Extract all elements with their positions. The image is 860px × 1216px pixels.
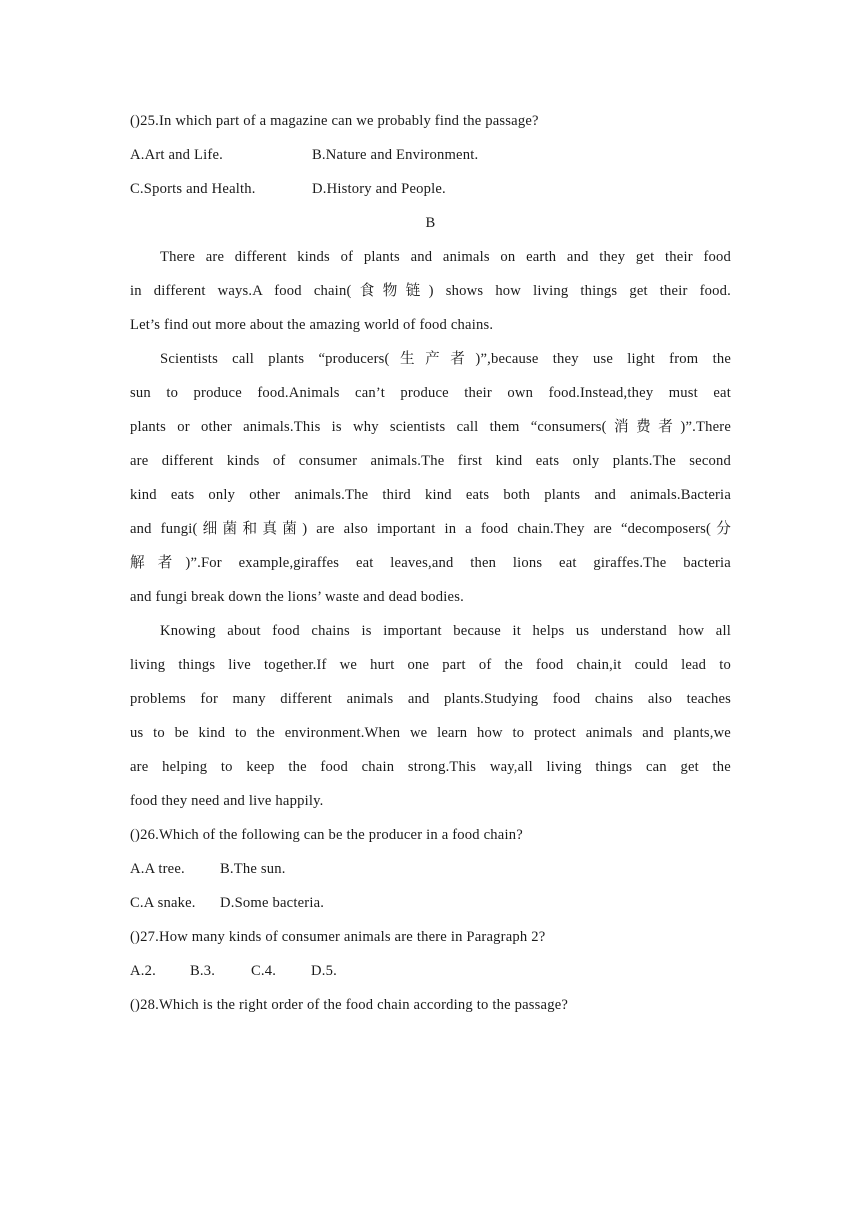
passage-line: and fungi break down the lions’ waste and dead bodies. bbox=[130, 589, 464, 605]
question-27-option-a: A.2. bbox=[130, 963, 156, 979]
question-26-option-a: A.A tree. bbox=[130, 861, 185, 877]
question-27-options-row bbox=[130, 954, 731, 988]
question-27-stem: ()27.How many kinds of consumer animals are there in Paragraph 2? bbox=[130, 929, 546, 945]
passage-line: us to be kind to the environment.When we learn how to protect animals and plants,we bbox=[130, 725, 731, 741]
question-26-option-d: D.Some bacteria. bbox=[220, 895, 325, 911]
question-25-options-row-1 bbox=[130, 138, 731, 172]
passage-line: and fungi(细菌和真菌) are also important in a food chain.They are “decomposers(分 bbox=[130, 521, 731, 537]
passage-paragraph-3 bbox=[130, 614, 731, 818]
question-26-option-c: C.A snake. bbox=[130, 895, 196, 911]
passage-line: plants or other animals.This is why scientists call them “consumers(消费者)”.There bbox=[130, 419, 731, 435]
passage-line: Let’s find out more about the amazing world of food chains. bbox=[130, 317, 494, 333]
passage-line: living things live together.If we hurt one part of the food chain,it could lead to bbox=[130, 657, 731, 673]
question-26-options-row-2 bbox=[130, 886, 731, 920]
question-25-stem: ()25.In which part of a magazine can we probably find the passage? bbox=[130, 113, 539, 129]
passage-line: problems for many different animals and plants.Studying food chains also teaches bbox=[130, 691, 731, 707]
passage-line: food they need and live happily. bbox=[130, 793, 324, 809]
question-28-stem: ()28.Which is the right order of the food chain according to the passage? bbox=[130, 997, 569, 1013]
passage-line: Scientists call plants “producers(生产者)”,because they use light from the bbox=[160, 351, 731, 367]
passage-line: are different kinds of consumer animals.The first kind eats only plants.The second bbox=[130, 453, 731, 469]
question-26-option-b: B.The sun. bbox=[220, 861, 286, 877]
passage-line: kind eats only other animals.The third kind eats both plants and animals.Bacteria bbox=[130, 487, 731, 503]
question-26-options-row-1 bbox=[130, 852, 731, 886]
question-26-stem: ()26.Which of the following can be the producer in a food chain? bbox=[130, 827, 523, 843]
passage-paragraph-1 bbox=[130, 240, 731, 342]
question-25-option-d: D.History and People. bbox=[312, 181, 446, 197]
question-25-option-a: A.Art and Life. bbox=[130, 147, 223, 163]
question-25-options-row-2 bbox=[130, 172, 731, 206]
passage-line: sun to produce food.Animals can’t produce their own food.Instead,they must eat bbox=[130, 385, 731, 401]
section-label: B bbox=[425, 215, 436, 231]
passage-line: There are different kinds of plants and animals on earth and they get their food bbox=[160, 249, 731, 265]
question-27-option-d: D.5. bbox=[311, 963, 337, 979]
passage-line: Knowing about food chains is important because it helps us understand how all bbox=[160, 623, 731, 639]
question-27-option-c: C.4. bbox=[251, 963, 277, 979]
document-page bbox=[130, 104, 731, 1022]
passage-paragraph-2 bbox=[130, 342, 731, 614]
question-27-option-b: B.3. bbox=[190, 963, 216, 979]
question-25-option-c: C.Sports and Health. bbox=[130, 181, 256, 197]
passage-line: 解者)”.For example,giraffes eat leaves,and then lions eat giraffes.The bacteria bbox=[130, 555, 731, 571]
passage-line: are helping to keep the food chain strong.This way,all living things can get the bbox=[130, 759, 731, 775]
question-25-option-b: B.Nature and Environment. bbox=[312, 147, 479, 163]
passage-line: in different ways.A food chain(食物链) shows how living things get their food. bbox=[130, 283, 731, 299]
